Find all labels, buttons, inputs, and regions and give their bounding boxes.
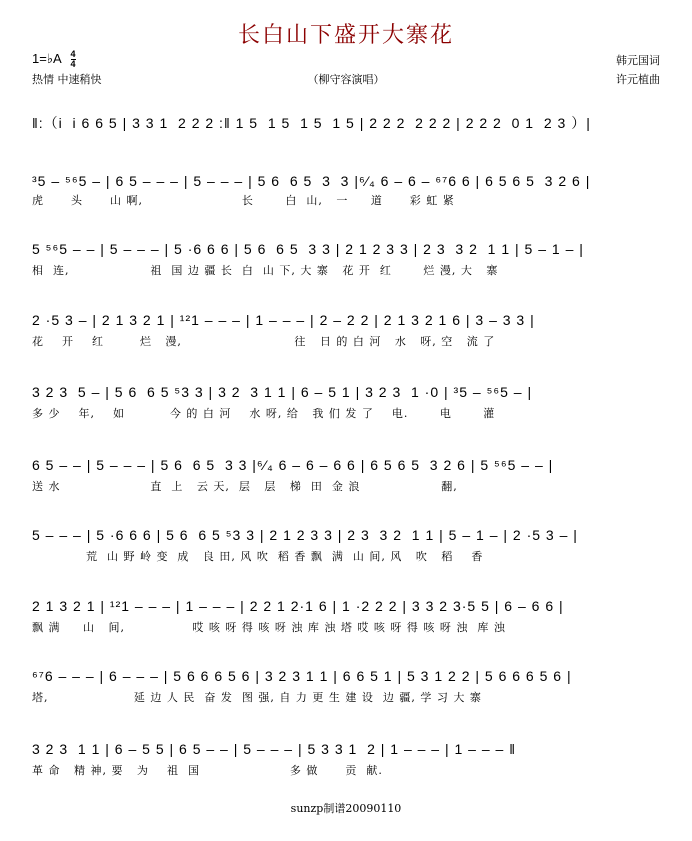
lyrics-line: 相 连, 祖 国 边 疆 长 白 山 下, 大 寨 花 开 红 烂 漫, 大 寨 xyxy=(32,264,499,277)
notation-line: 5 – – – | 5 ·6 6 6 | 5 6 6 5 ⁵3 3 | 2 1 2 3 3 | 2 3 3 2 1 1 | 5 – 1 – | 2 ·5 3 – | xyxy=(32,527,578,543)
key-label: 1=♭A xyxy=(32,50,61,66)
time-signature-top: 4 xyxy=(70,49,76,59)
notation-line: 2 ·5 3 – | 2 1 3 2 1 | ¹²1 – – – | 1 – – – | 2 – 2 2 | 2 1 3 2 1 6 | 3 – 3 3 | xyxy=(32,312,535,328)
song-title: 长白山下盛开大寨花 xyxy=(237,23,454,48)
notation-line: ³5 – ⁵⁶5 – | 6 5 – – – | 5 – – – | 5 6 6 5 3 3 |⁶⁄₄ 6 – 6 – ⁶⁷6 6 | 6 5 6 5 3 2 6 | xyxy=(32,173,591,189)
lyrics-line: 荒 山 野 岭 变 成 良 田, 风 吹 稻 香 飘 满 山 间, 风 吹 稻 香 xyxy=(32,550,484,563)
time-signature-bottom: 4 xyxy=(70,59,76,69)
notation-line: 3 2 3 5 – | 5 6 6 5 ⁵3 3 | 3 2 3 1 1 | 6 – 5 1 | 3 2 3 1 ·0 | ³5 – ⁵⁶5 – | xyxy=(32,384,533,400)
transcriber-credit: sunzp制谱20090110 xyxy=(290,802,402,815)
lyrics-line: 送 水 直 上 云 天, 层 层 梯 田 金 浪 翻, xyxy=(32,480,458,493)
lyrics-line: 虎 头 山 啊, 长 白 山, 一 道 彩 虹 紧 xyxy=(32,194,455,207)
composer-credit: 许元植曲 xyxy=(616,73,660,86)
lyrics-line: 多 少 年, 如 今 的 白 河 水 呀, 给 我 们 发 了 电. 电 灌 xyxy=(32,407,496,420)
notation-line: ‖:（i i 6 6 5 | 3 3 1 2 2 2 :‖ 1 5 1 5 1 5 1 5 | 2 2 2 2 2 2 | 2 2 2 0 1 2 3 ）| xyxy=(32,115,591,131)
lyrics-line: 飘 满 山 间, 哎 咳 呀 得 咳 呀 浊 库 浊 塔 哎 咳 呀 得 咳 呀 浊 库 浊 xyxy=(32,621,506,634)
lyrics-line: 塔, 延 边 人 民 奋 发 图 强, 自 力 更 生 建 设 边 疆, 学 习 大 寨 xyxy=(32,691,482,704)
notation-line: 3 2 3 1 1 | 6 – 5 5 | 6 5 – – | 5 – – – | 5 3 3 1 2 | 1 – – – | 1 – – – ‖ xyxy=(32,741,516,757)
key-signature xyxy=(32,50,76,69)
notation-line: 5 ⁵⁶5 – – | 5 – – – | 5 ·6 6 6 | 5 6 6 5 3 3 | 2 1 2 3 3 | 2 3 3 2 1 1 | 5 – 1 – | xyxy=(32,241,584,257)
lyrics-line: 革 命 精 神, 要 为 祖 国 多 做 贡 献. xyxy=(32,764,383,777)
lyricist-credit: 韩元国词 xyxy=(616,54,660,67)
singer-credit: （柳守容演唱） xyxy=(307,73,385,86)
notation-line: ⁶⁷6 – – – | 6 – – – | 5 6 6 6 5 6 | 3 2 3 1 1 | 6 6 5 1 | 5 3 1 2 2 | 5 6 6 6 5 6 | xyxy=(32,668,572,684)
tempo-marking: 热情 中速稍快 xyxy=(32,73,102,86)
lyrics-line: 花 开 红 烂 漫, 往 日 的 白 河 水 呀, 空 流 了 xyxy=(32,335,496,348)
notation-line: 6 5 – – | 5 – – – | 5 6 6 5 3 3 |⁶⁄₄ 6 – 6 – 6 6 | 6 5 6 5 3 2 6 | 5 ⁵⁶5 – – | xyxy=(32,457,554,473)
notation-line: 2 1 3 2 1 | ¹²1 – – – | 1 – – – | 2 2 1 2·1 6 | 1 ·2 2 2 | 3 3 2 3·5 5 | 6 – 6 6 | xyxy=(32,598,564,614)
time-signature xyxy=(71,50,76,69)
